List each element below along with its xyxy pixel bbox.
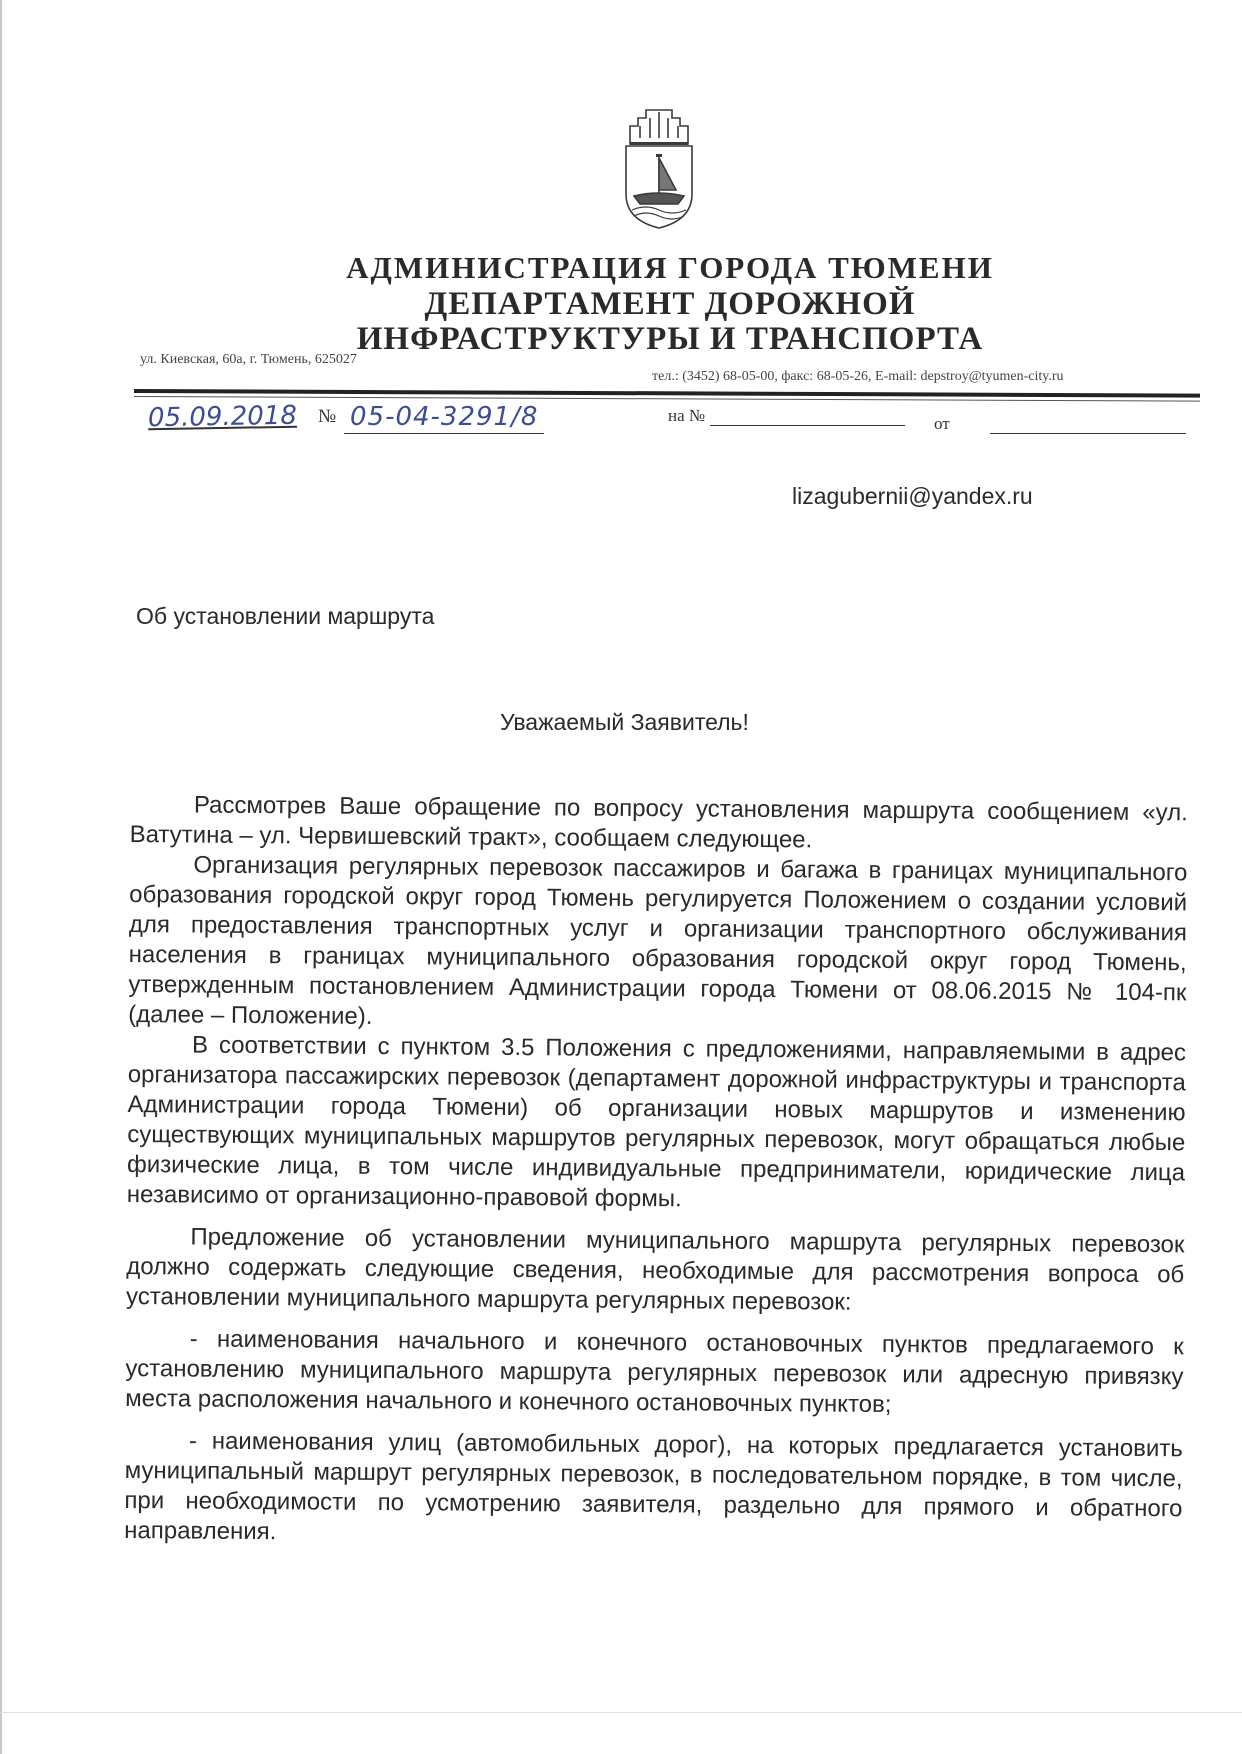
postal-address: ул. Киевская, 60а, г. Тюмень, 625027 [140,352,357,367]
number-underline [344,433,544,434]
department-title-line1: ДЕПАРТАМЕНТ ДОРОЖНОЙ [424,286,916,322]
department-title-line2: ИНФРАСТРУКТУРЫ И ТРАНСПОРТА [356,321,984,357]
number-sign: № [318,406,337,427]
scan-bottom-line [0,1712,1242,1713]
letter-greeting: Уважаемый Заявитель! [500,709,749,735]
tyumen-coat-of-arms-icon [616,104,702,232]
body-paragraph: В соответствии с пунктом 3.5 Положения с предложениями, направляемыми в адрес организатора пассажирских перевозок (департамент дорожной инфраструктуры и транспорта Администрации города Тюмени) об организации новых маршрутов и изменению существующих муниципальных маршрутов регулярных перевозок, могут обращаться любые физические лица, в том числе индивидуальные предприниматели, юридические лица независимо от организационно-правовой формы. [126,1031,1187,1213]
reference-line [710,425,905,426]
body-paragraph: Рассмотрев Ваше обращение по вопросу установления маршрута сообщением «ул. Ватутина – ул. Червишевский тракт», сообщаем следующее. [129,791,1188,854]
scan-edge [0,0,2,1754]
reference-date-label: от [934,414,950,433]
body-paragraph: Организация регулярных перевозок пассажиров и багажа в границах муниципального образования городской округ город Тюмень регулируется Положением о создании условий для предоставления транспортных услуг и организации транспортного обслуживания населения в границах муниципального образования городской округ город Тюмень, утвержденным постановлением Администрации города Тюмени от 08.06.2015 № 104-пк (далее – Положение). [128,851,1188,1030]
letter-subject: Об установлении маршрута [136,603,435,629]
recipient-email: lizagubernii@yandex.ru [792,483,1033,509]
administration-title: АДМИНИСТРАЦИЯ ГОРОДА ТЮМЕНИ [346,250,994,285]
outgoing-date: 05.09.2018 [147,400,298,434]
contact-details: тел.: (3452) 68-05-00, факс: 68-05-26, E-mail: depstroy@tyumen-city.ru [652,369,1064,384]
list-item: - наименования улиц (автомобильных дорог), на которых предлагается установить муниципальный маршрут регулярных перевозок, в последовательном порядке, в том числе, при необходимости по усмотрению заявителя, раздельно для прямого и обратного направления. [124,1427,1183,1546]
reference-date-line [990,433,1186,434]
list-item: - наименования начального и конечного остановочных пунктов предлагаемого к установлению муниципального маршрута регулярных перевозок или адресную привязку места расположения начального и конечного остановочных пунктов; [125,1325,1184,1418]
outgoing-number: 05-04-3291/8 [350,402,539,432]
body-paragraph: Предложение об установлении муниципального маршрута регулярных перевозок должно содержать следующие сведения, необходимые для рассмотрения вопроса об установлении муниципального маршрута регулярных перевозок: [125,1223,1185,1316]
reference-label: на № [668,406,706,425]
letter-body [124,790,1188,1554]
